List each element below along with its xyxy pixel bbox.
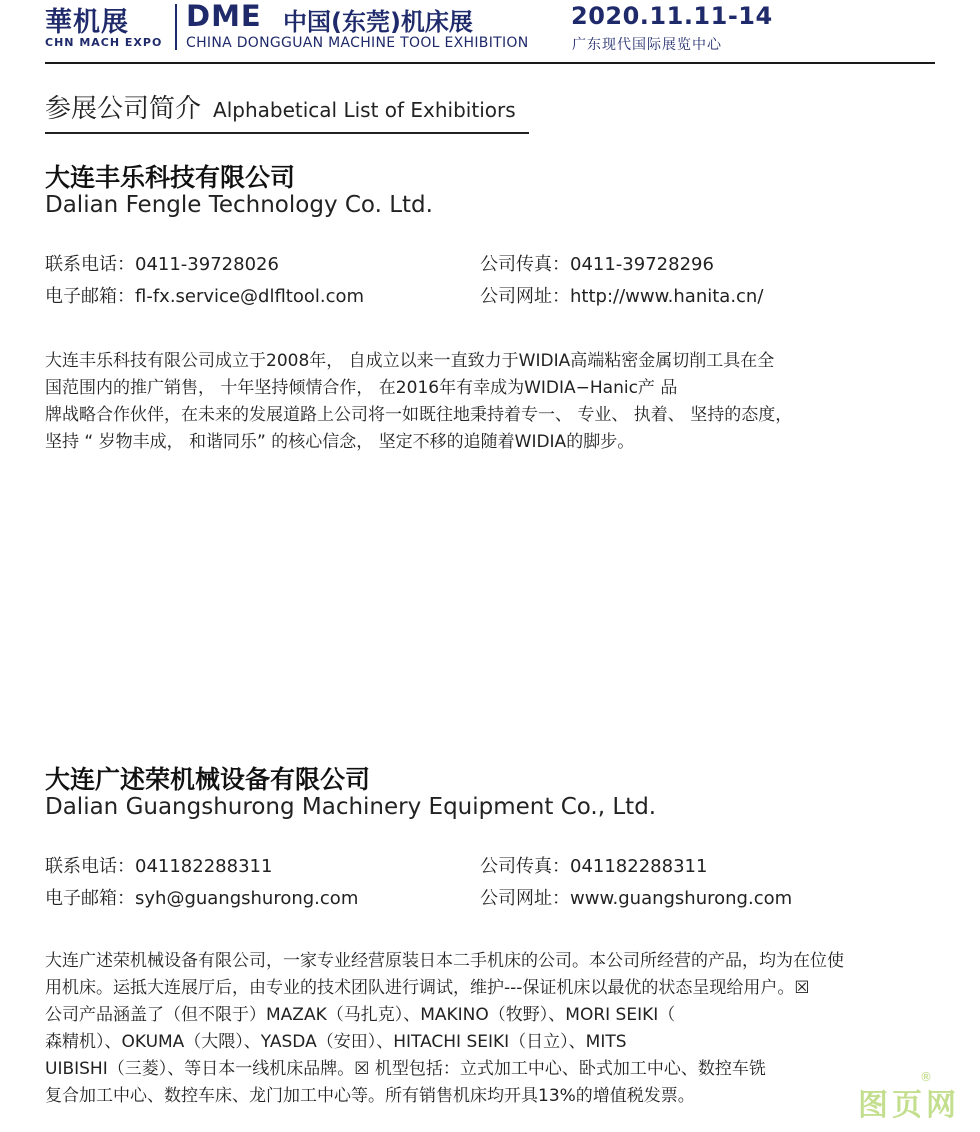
expo-logo-cn: 華机展 <box>45 7 129 38</box>
company-phone <box>45 852 272 878</box>
website-label: 公司网址： <box>480 286 570 307</box>
fax-value: 041182288311 <box>570 856 708 877</box>
header-divider <box>45 62 935 64</box>
company-fax <box>480 250 714 276</box>
description-line: 坚持 “ 岁物丰成， 和谐同乐” 的核心信念， 坚定不移的追随着WIDIA的脚步。 <box>45 432 635 452</box>
company-name-cn: 大连广述荣机械设备有限公司 <box>45 765 371 794</box>
company-name-en: Dalian Guangshurong Machinery Equipment Co., Ltd. <box>45 794 657 820</box>
expo-logo-en: CHN MACH EXPO <box>45 36 163 49</box>
description-line: 森精机）、OKUMA（大隈）、YASDA（安田）、HITACHI SEIKI（日立）、MITS <box>45 1032 627 1052</box>
website-label: 公司网址： <box>480 888 570 909</box>
description-line: 复合加工中心、数控车床、龙门加工中心等。所有销售机床均开具13%的增值税发票。 <box>45 1086 695 1106</box>
company-description <box>45 348 935 456</box>
company-email <box>45 884 358 910</box>
website-value: http://www.hanita.cn/ <box>570 286 764 307</box>
company-phone <box>45 250 279 276</box>
phone-label: 联系电话： <box>45 856 135 877</box>
show-title-en: CHINA DONGGUAN MACHINE TOOL EXHIBITION <box>186 35 529 51</box>
fax-value: 0411-39728296 <box>570 254 714 275</box>
fax-label: 公司传真： <box>480 856 570 877</box>
company-description <box>45 948 935 1110</box>
section-title-en: Alphabetical List of Exhibitiors <box>213 98 516 122</box>
section-title-underline <box>45 132 529 134</box>
company-fax <box>480 852 707 878</box>
company-name-cn: 大连丰乐科技有限公司 <box>45 163 296 192</box>
phone-label: 联系电话： <box>45 254 135 275</box>
website-value: www.guangshurong.com <box>570 888 793 909</box>
company-name-en: Dalian Fengle Technology Co. Ltd. <box>45 192 433 218</box>
email-label: 电子邮箱： <box>45 286 135 307</box>
watermark-logo: 图页网 <box>858 1088 960 1123</box>
description-line: UIBISHI（三菱）、等日本一线机床品牌。☒ 机型包括：立式加工中心、卧式加工中心、数控车铣 <box>45 1059 766 1079</box>
logo-divider <box>175 4 177 50</box>
show-venue: 广东现代国际展览中心 <box>572 37 722 53</box>
company-email <box>45 282 364 308</box>
show-date: 2020.11.11-14 <box>571 2 773 30</box>
brand-logo: DME <box>186 0 262 33</box>
description-line: 大连广述荣机械设备有限公司，一家专业经营原装日本二手机床的公司。本公司所经营的产品，均为在位使 <box>45 951 844 971</box>
phone-value: 0411-39728026 <box>135 254 279 275</box>
description-line: 国范围内的推广销售， 十年坚持倾情合作， 在2016年有幸成为WIDIA−Hanic产 品 <box>45 378 678 398</box>
email-value: syh@guangshurong.com <box>135 888 359 909</box>
email-label: 电子邮箱： <box>45 888 135 909</box>
description-line: 公司产品涵盖了（但不限于）MAZAK（马扎克）、MAKINO（牧野）、MORI SEIKI（ <box>45 1005 676 1025</box>
company-website <box>480 282 763 308</box>
fax-label: 公司传真： <box>480 254 570 275</box>
section-title <box>45 88 516 125</box>
description-line: 大连丰乐科技有限公司成立于2008年， 自成立以来一直致力于WIDIA高端粘密金属切削工具在全 <box>45 351 775 371</box>
description-line: 牌战略合作伙伴，在未来的发展道路上公司将一如既往地秉持着专一、 专业、 执着、 坚持的态度， <box>45 405 793 425</box>
expo-header <box>45 0 935 64</box>
company-website <box>480 884 792 910</box>
description-line: 用机床。运抵大连展厅后，由专业的技术团队进行调试，维护---保证机床以最优的状态呈现给用户。☒ <box>45 978 810 998</box>
section-title-cn: 参展公司简介 <box>45 94 202 124</box>
company-entry <box>45 158 935 458</box>
company-entry <box>45 760 935 1120</box>
registered-mark: ® <box>920 1070 932 1084</box>
show-title-cn: 中国(东莞)机床展 <box>283 8 473 36</box>
phone-value: 041182288311 <box>135 856 273 877</box>
email-value: fl-fx.service@dlfltool.com <box>135 286 365 307</box>
